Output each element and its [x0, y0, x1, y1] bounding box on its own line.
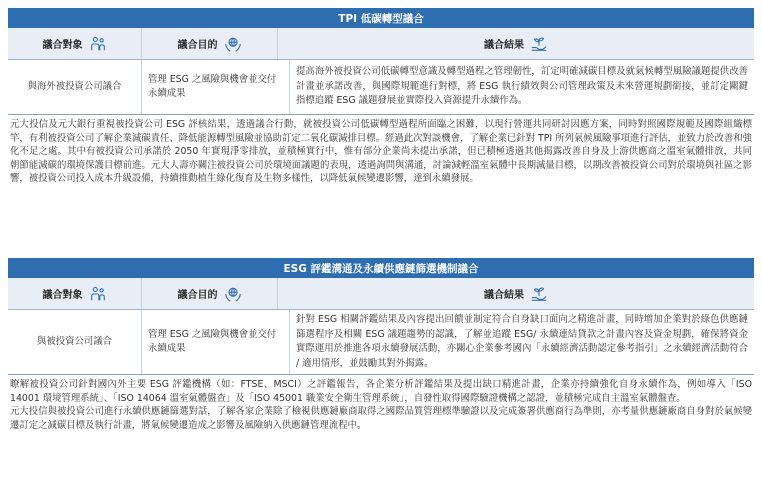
header-result [278, 278, 754, 309]
section2-paragraph-2: 元大投信與被投資公司進行永續供應鏈篩選對話，了解各家企業除了檢視供應鏈廠商取得之國際品質管理標準驗證以及完成簽署供應商行為準則，亦考量供應鏈廠商自身對於氣候變遷訂定之減碳目標及執行計畫，將氣候變遷造成之影響及風險納入供應鏈管理流程中。 [10, 406, 752, 431]
header-target [8, 278, 142, 309]
header-result-label: 議合結果 [484, 40, 524, 51]
table-header [8, 278, 754, 310]
header-target-label: 議合對象 [42, 290, 83, 301]
header-purpose [142, 28, 278, 59]
plant-hand-icon [530, 35, 548, 53]
section2-paragraph-1: 瞭解被投資公司針對國內外主要 ESG 評鑑機構（如：FTSE、MSCI）之評鑑報告，各企業分析評鑑結果及提出缺口精進計畫，企業亦持續強化自身永續作為，例如導入「ISO 14001 環境管理系統」、「ISO 14064 溫室氣體盤查」及「ISO 45001 職業安全衛生管理系統」，自發性取得國際驗證機構之認證，並積極完成自主溫室氣體盤查。 [10, 379, 752, 404]
row-result: 提高海外被投資公司低碳轉型意識及轉型過程之管理韌性，訂定明確減碳目標及就氣候轉型風險議題提供改善計畫並承諾改善，與國際規範進行對標，將 ESG 執行績效與公司管理政策及未來營運規劃銜接，並訂定關鍵指標追蹤 ESG 議題發展並實際投入資源提升永續作為。 [296, 66, 748, 107]
row-purpose: 管理 ESG 之風險與機會並交付永續成果 [142, 310, 290, 374]
esg-supply-chain-section [8, 258, 754, 432]
table-row [8, 310, 754, 375]
people-icon [89, 35, 107, 53]
globe-hands-icon [224, 285, 242, 303]
header-target [8, 28, 142, 59]
globe-hands-icon [224, 35, 242, 53]
people-icon [89, 285, 107, 303]
header-target-label: 議合對象 [42, 40, 83, 51]
row-target: 與被投資公司議合 [8, 310, 142, 374]
tpi-section [8, 8, 754, 186]
row-target: 與海外被投資公司議合 [8, 60, 142, 114]
section1-paragraph: 元大投信及元大銀行重視被投資公司 ESG 評核結果，透過議合行動，就被投資公司低碳轉型過程所面臨之困難，以現行營運共同研討因應方案，同時對照國際規範及國際組織標竿，有利被投資公司了解企業減碳責任、降低能源轉型風險並協助訂定二氧化碳減排目標。經過此次對談機會，了解企業已針對 TPI 所列氣候風險事項進行評估，並致力於改善和強化不足之處。其中有被投資公司承諾於 2050 年實現淨零排放，並積極實行中，惟有部分企業尚未提出承諾，但已積極透過其他揭露改善自身及上游供應商之溫室氣體排放，共同朝節能減碳的環境保護目標前進。元大人壽亦關注被投資公司於環境面議題的表現，透過詢問與溝通，討論減輕溫室氣體中長期減量目標，以期改善被投資公司對於環境與社區之影響，被投資公司投入成本升級設備，持續推動植生綠化復育及生物多樣性，以降低氣候變遷影響，達到永續發展。 [10, 119, 752, 185]
section-title: TPI 低碳轉型議合 [8, 8, 754, 28]
row-result: 針對 ESG 相關評鑑結果及內容提出回饋並制定符合自身缺口面向之精進計畫，同時增加企業對於綠色供應鏈篩選程序及相關 ESG 議題趨勢的認識，了解並追蹤 ESG/ 永續連結貸款之計畫內容及資金規劃，確保將資金實際運用於推進各項永續發展活動，亦關心企業參考國內「永續經濟活動認定參考指引」之永續經濟活動符合 / 適用情形，並鼓勵其對外揭露。 [296, 314, 748, 369]
header-purpose [142, 278, 278, 309]
header-purpose-label: 議合目的 [177, 290, 218, 301]
table-row [8, 60, 754, 115]
section-title: ESG 評鑑溝通及永續供應鏈篩選機制議合 [8, 258, 754, 278]
header-purpose-label: 議合目的 [177, 40, 218, 51]
header-result-label: 議合結果 [484, 290, 524, 301]
header-result [278, 28, 754, 59]
row-purpose: 管理 ESG 之風險與機會並交付永續成果 [142, 60, 290, 114]
table-header [8, 28, 754, 60]
plant-hand-icon [530, 285, 548, 303]
